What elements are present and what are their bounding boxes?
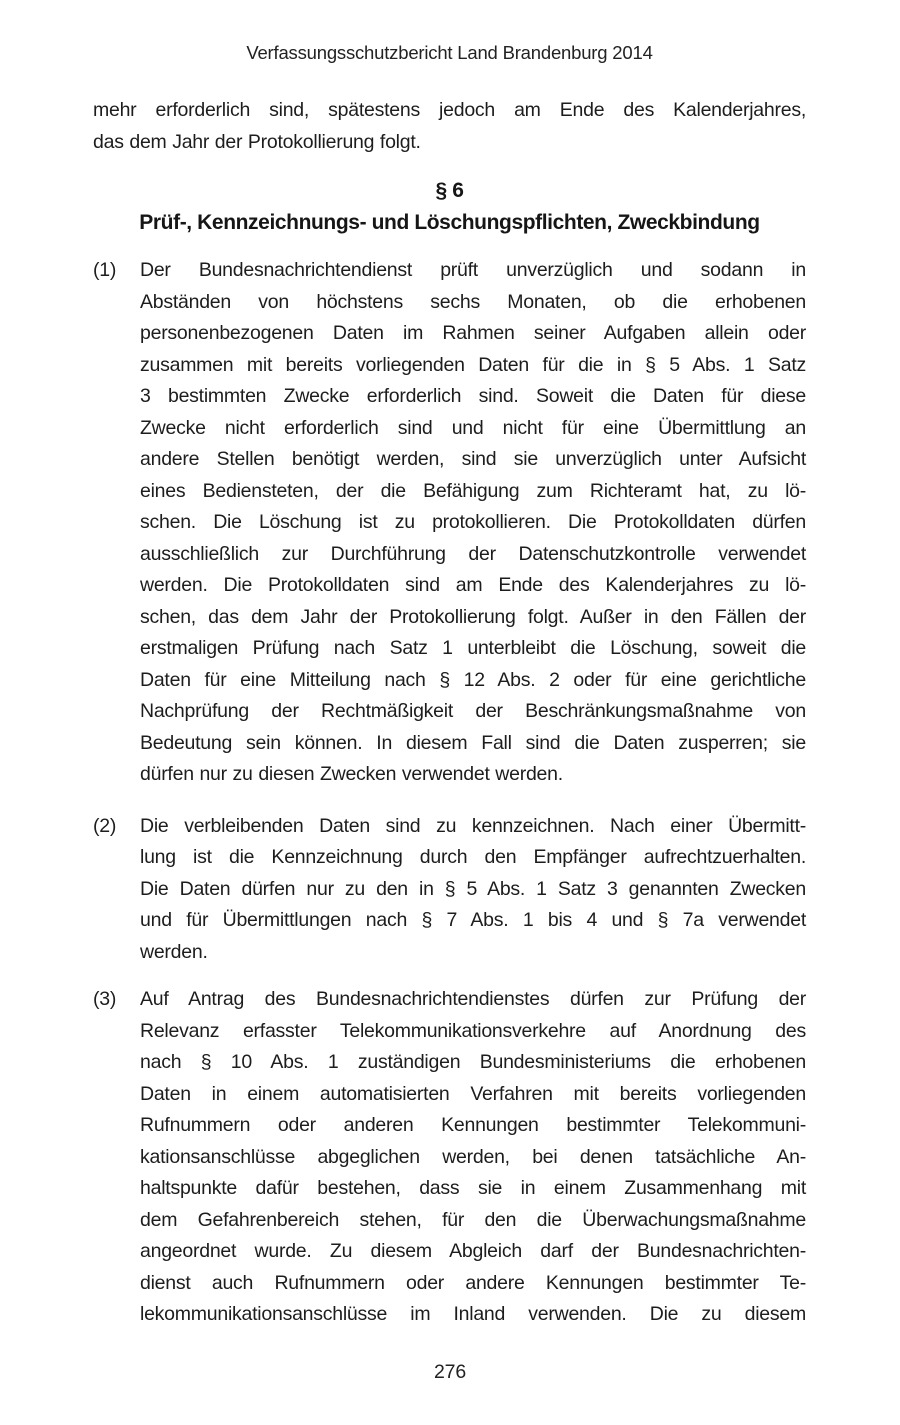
text-line: werden. Die Protokolldaten sind am Ende des Kalenderjahres zu lö- [140, 574, 806, 596]
text-line: schen, das dem Jahr der Protokollierung folgt. Außer in den Fällen der [140, 605, 806, 628]
text-line: haltspunkte dafür bestehen, dass sie in einem Zusammenhang mit [140, 1177, 806, 1199]
paragraph-3 [93, 984, 806, 1331]
intro-paragraph [93, 95, 806, 158]
text-line: ausschließlich zur Durchführung der Datenschutzkontrolle verwendet [140, 542, 806, 565]
text-line: und für Übermittlungen nach § 7 Abs. 1 bis 4 und § 7a verwendet [140, 909, 806, 931]
paragraph-3-marker: (3) [93, 988, 117, 1010]
page-number: 276 [434, 1361, 466, 1383]
text-line: Daten in einem automatisierten Verfahren mit bereits vorliegenden [140, 1082, 806, 1105]
section-title: Prüf-, Kennzeichnungs- und Löschungspflichten, Zweckbindung [139, 210, 760, 234]
text-line: dienst auch Rufnummern oder andere Kennungen bestimmter Te- [140, 1271, 806, 1294]
page-content [93, 0, 806, 1331]
text-line: eines Bediensteten, der die Befähigung zum Richteramt hat, zu lö- [140, 479, 806, 502]
text-line: Bedeutung sein können. In diesem Fall sind die Daten zusperren; sie [140, 731, 806, 754]
text-line: nach § 10 Abs. 1 zuständigen Bundesministeriums die erhobenen [140, 1051, 806, 1073]
paragraph-3-text [140, 984, 806, 1331]
paragraph-1-text [140, 255, 806, 791]
text-line: mehr erforderlich sind, spätestens jedoch am Ende des Kalenderjahres, [93, 99, 806, 121]
text-line: angeordnet wurde. Zu diesem Abgleich darf der Bundesnachrichten- [140, 1240, 806, 1262]
text-line: kationsanschlüsse abgeglichen werden, bei denen tatsächliche An- [140, 1145, 806, 1168]
text-line: erstmaligen Prüfung nach Satz 1 unterbleibt die Löschung, soweit die [140, 637, 806, 659]
text-line: Die verbleibenden Daten sind zu kennzeichnen. Nach einer Übermitt- [140, 814, 806, 837]
text-line: 3 bestimmten Zwecke erforderlich sind. Soweit die Daten für diese [140, 385, 806, 407]
text-line: Nachprüfung der Rechtmäßigkeit der Beschränkungsmaßnahme von [140, 700, 806, 722]
paragraph-1 [93, 255, 806, 791]
text-line: lekommunikationsanschlüsse im Inland verwenden. Die zu diesem [140, 1303, 806, 1325]
text-line: Die Daten dürfen nur zu den in § 5 Abs. 1 Satz 3 genannten Zwecken [140, 877, 806, 900]
text-line: das dem Jahr der Protokollierung folgt. [93, 130, 421, 153]
text-line: schen. Die Löschung ist zu protokollieren. Die Protokolldaten dürfen [140, 511, 806, 533]
text-line: werden. [140, 940, 208, 963]
text-line: andere Stellen benötigt werden, sind sie unverzüglich unter Aufsicht [140, 448, 806, 470]
paragraph-2-marker: (2) [93, 814, 117, 837]
text-line: dem Gefahrenbereich stehen, für den die Überwachungsmaßnahme [140, 1208, 806, 1231]
paragraph-1-marker: (1) [93, 259, 117, 281]
text-line: personenbezogenen Daten im Rahmen seiner Aufgaben allein oder [140, 322, 806, 344]
text-line: Relevanz erfasster Telekommunikationsverkehre auf Anordnung des [140, 1019, 806, 1042]
text-line: Abständen von höchstens sechs Monaten, ob die erhobenen [140, 290, 806, 313]
text-line: Rufnummern oder anderen Kennungen bestimmter Telekommuni- [140, 1114, 806, 1136]
text-line: Auf Antrag des Bundesnachrichtendienstes dürfen zur Prüfung der [140, 988, 806, 1010]
text-line: Der Bundesnachrichtendienst prüft unverzüglich und sodann in [140, 259, 806, 281]
text-line: zusammen mit bereits vorliegenden Daten für die in § 5 Abs. 1 Satz [140, 353, 806, 376]
section-heading [93, 175, 806, 238]
running-header: Verfassungsschutzbericht Land Brandenburg 2014 [246, 42, 653, 63]
text-line: dürfen nur zu diesen Zwecken verwendet werden. [140, 763, 563, 785]
section-number: § 6 [435, 179, 464, 202]
paragraph-2 [93, 811, 806, 969]
paragraph-2-text [140, 811, 806, 969]
text-line: Zwecke nicht erforderlich sind und nicht für eine Übermittlung an [140, 416, 806, 439]
text-line: Daten für eine Mitteilung nach § 12 Abs. 2 oder für eine gerichtliche [140, 668, 806, 691]
text-line: lung ist die Kennzeichnung durch den Empfänger aufrechtzuerhalten. [140, 846, 806, 868]
